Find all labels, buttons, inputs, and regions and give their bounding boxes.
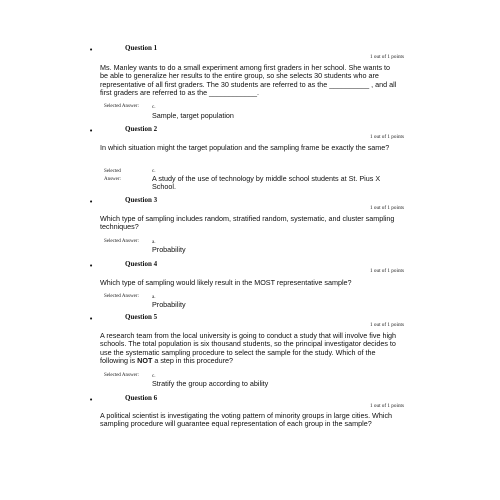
bullet-icon: • bbox=[89, 46, 94, 54]
question-text bbox=[100, 332, 400, 366]
question-text-part: A research team from the local university is going to conduct a study that will involve five high schools. The total population is six thousand students, so the principal investigator decides to use the systematic sampling procedure to select the sample for the study. Which of the following is bbox=[100, 331, 397, 366]
question-title: Question 6 bbox=[125, 394, 158, 402]
selected-answer-label: Selected Answer: bbox=[104, 104, 139, 109]
selected-answer-label: Selected Answer: bbox=[104, 294, 139, 299]
selected-answer-label: Selected Answer: bbox=[104, 373, 139, 378]
question-title: Question 5 bbox=[125, 313, 158, 321]
question-title: Question 2 bbox=[125, 125, 158, 133]
question-points: 1 out of 1 points bbox=[369, 268, 404, 274]
question-points: 1 out of 1 points bbox=[369, 403, 404, 409]
question-title: Question 3 bbox=[125, 196, 158, 204]
bullet-icon: • bbox=[89, 315, 94, 323]
selected-answer-label: Selected Answer: bbox=[104, 169, 121, 182]
selected-answer-letter: c. bbox=[152, 373, 156, 379]
selected-answer-letter: a. bbox=[152, 239, 156, 245]
bullet-icon: • bbox=[89, 396, 94, 404]
question-title: Question 1 bbox=[125, 44, 158, 52]
question-text-emphasis: NOT bbox=[137, 356, 153, 366]
selected-answer-text: Probability bbox=[152, 245, 186, 254]
selected-answer-letter: a. bbox=[152, 294, 156, 300]
bullet-icon: • bbox=[89, 262, 94, 270]
question-points: 1 out of 1 points bbox=[369, 54, 404, 60]
bullet-icon: • bbox=[89, 127, 94, 135]
question-text: Ms. Manley wants to do a small experiment among first graders in her school. She wants to be able to generalize her results to the entire group, so she selects 30 students who are representative of all first graders. The 30 students are referred to as the __________ , and all first graders are referred to as the ____________. bbox=[100, 63, 397, 98]
question-text: A political scientist is investigating the voting pattern of minority groups in large cities. Which sampling procedure will guarantee equal representation of each group in the sample? bbox=[100, 411, 393, 429]
question-text: Which type of sampling includes random, stratified random, systematic, and cluster sampling techniques? bbox=[100, 214, 395, 232]
question-points: 1 out of 1 points bbox=[369, 322, 404, 328]
question-text: In which situation might the target population and the sampling frame be exactly the same? bbox=[100, 143, 390, 152]
selected-answer-text: Sample, target population bbox=[152, 111, 234, 120]
question-text: Which type of sampling would likely result in the MOST representative sample? bbox=[100, 278, 352, 287]
question-points: 1 out of 1 points bbox=[369, 205, 404, 211]
question-text-part: a step in this procedure? bbox=[152, 356, 234, 366]
selected-answer-letter: c. bbox=[152, 104, 156, 110]
selected-answer-text: A study of the use of technology by middle school students at St. Pius X School. bbox=[152, 174, 381, 192]
selected-answer-label: Selected Answer: bbox=[104, 239, 139, 244]
bullet-icon: • bbox=[89, 198, 94, 206]
question-points: 1 out of 1 points bbox=[369, 134, 404, 140]
selected-answer-text: Stratify the group according to ability bbox=[152, 379, 269, 388]
question-title: Question 4 bbox=[125, 260, 158, 268]
selected-answer-text: Probability bbox=[152, 300, 186, 309]
selected-answer-letter: c. bbox=[152, 168, 156, 174]
